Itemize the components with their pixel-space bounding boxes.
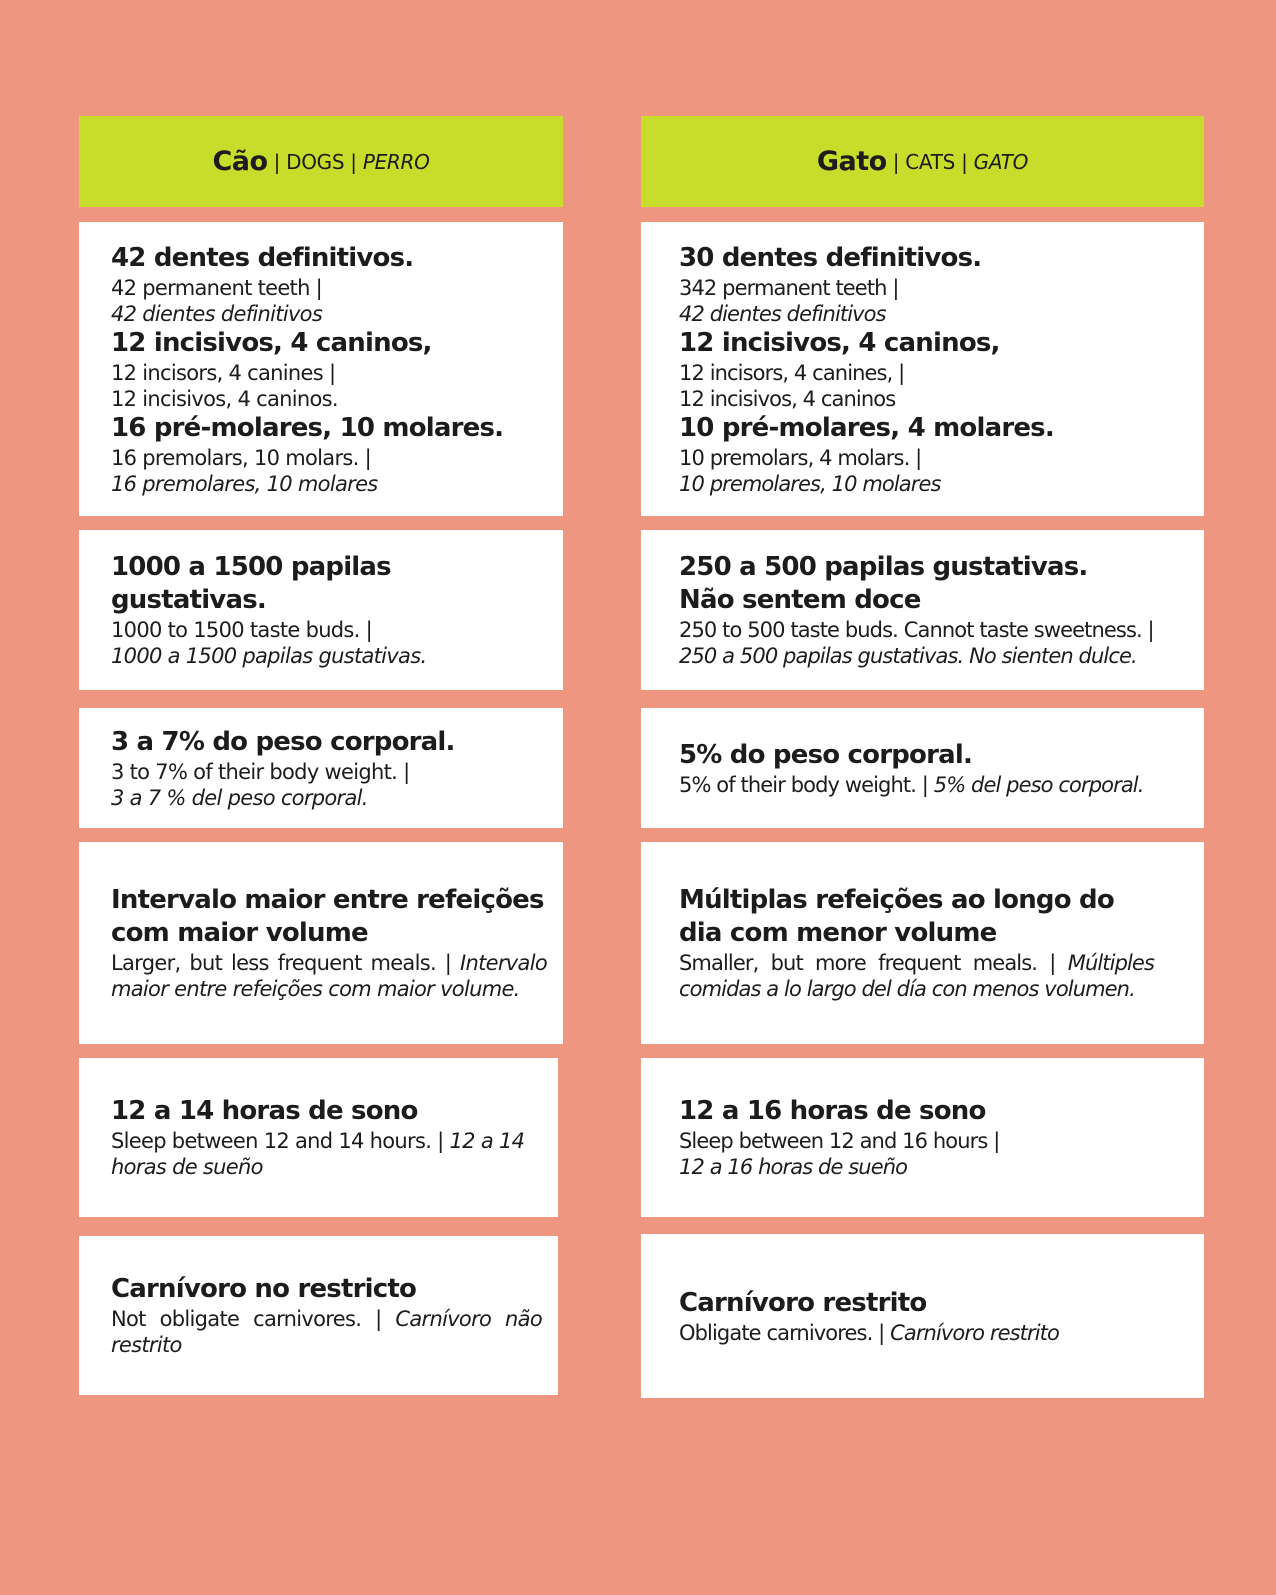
card-text-en: 42 permanent teeth |: [111, 275, 323, 300]
card-text-en: 16 premolars, 10 molars. |: [111, 445, 371, 470]
card-title: Carnívoro no restricto: [111, 1274, 417, 1304]
dog-header: [79, 116, 563, 207]
cat-card-taste-buds: [641, 530, 1204, 690]
cat-header-en: CATS: [905, 149, 956, 174]
card-text-es: 12 incisivos, 4 caninos: [679, 386, 896, 411]
cat-header: [641, 116, 1204, 207]
cat-card-meals: [641, 842, 1204, 1044]
card-text: [679, 1320, 1184, 1346]
card-text-en: Smaller, but more frequent meals. |: [679, 951, 1068, 975]
cat-card-sleep: [641, 1058, 1204, 1217]
dog-header-sep: |: [267, 149, 287, 174]
card-text-en: 342 permanent teeth |: [679, 275, 899, 300]
card-text-es: 1000 a 1500 papilas gustativas.: [111, 644, 427, 668]
dog-header-es: PERRO: [362, 149, 430, 174]
card-title: 5% do peso corporal.: [679, 739, 973, 770]
card-text-es: Carnívoro não restrito: [111, 1307, 542, 1357]
card-title: 1000 a 1500 papilas gustativas.: [111, 552, 391, 615]
card-title: 16 pré-molares, 10 molares.: [111, 412, 504, 443]
card-text-es: 5% del peso corporal.: [933, 772, 1144, 797]
card-title: 10 pré-molares, 4 molares.: [679, 412, 1054, 443]
dog-header-sep: |: [344, 149, 363, 174]
card-text-en: Larger, but less frequent meals. |: [111, 951, 461, 975]
card-title: 250 a 500 papilas gustativas.: [679, 552, 1088, 582]
cat-header-es: GATO: [973, 149, 1029, 174]
card-title: Carnívoro restrito: [679, 1287, 927, 1318]
card-text-es: 12 a 14 horas de sueño: [111, 1129, 525, 1179]
dog-header-en: DOGS: [286, 149, 345, 174]
dog-header-main: Cão: [212, 146, 268, 177]
card-title: 12 incisivos, 4 caninos,: [111, 327, 432, 358]
card-text-es: 10 premolares, 10 molares: [679, 471, 941, 496]
dog-card-carnivore: [79, 1236, 558, 1395]
card-text-en: Obligate carnivores. |: [679, 1320, 891, 1345]
card-text-en: 12 incisors, 4 canines, |: [679, 360, 905, 385]
cat-card-teeth: [641, 222, 1204, 516]
card-title: 12 a 16 horas de sono: [679, 1096, 986, 1126]
card-title: 12 a 14 horas de sono: [111, 1096, 418, 1126]
card-text-es: 42 dientes definitivos: [111, 301, 323, 326]
card-title: 42 dentes definitivos.: [111, 242, 414, 273]
cat-header-sep: |: [886, 149, 906, 174]
card-text-es: 12 incisivos, 4 caninos.: [111, 386, 338, 411]
card-text-es: 42 dientes definitivos: [679, 301, 886, 326]
card-text-en: 1000 to 1500 taste buds. |: [111, 618, 373, 642]
card-text: [679, 772, 1184, 798]
card-text: [679, 950, 1154, 1002]
card-text-en: 250 to 500 taste buds. Cannot taste sweetness. |: [679, 618, 1154, 642]
card-title: Múltiplas refeições ao longo do dia com menor volume: [679, 885, 1114, 948]
card-text-en: Sleep between 12 and 16 hours |: [679, 1129, 1000, 1153]
card-text-es: Intervalo maior entre refeições com maior volume.: [111, 951, 547, 1001]
card-text-en: 10 premolars, 4 molars. |: [679, 445, 922, 470]
card-title: Não sentem doce: [679, 585, 921, 615]
card-text-es: 16 premolares, 10 molares: [111, 471, 378, 496]
cat-header-sep: |: [955, 149, 974, 174]
dog-card-taste-buds: [79, 530, 563, 690]
card-text-en: 5% of their body weight. |: [679, 772, 934, 797]
card-text-en: Sleep between 12 and 14 hours. |: [111, 1129, 450, 1153]
card-text: [111, 1306, 542, 1358]
cat-card-body-weight: [641, 708, 1204, 828]
card-text-es: 12 a 16 horas de sueño: [679, 1155, 908, 1179]
cat-header-main: Gato: [816, 146, 887, 177]
card-title: 3 a 7% do peso corporal.: [111, 726, 455, 757]
card-title: 30 dentes definitivos.: [679, 242, 982, 273]
card-text-es: 250 a 500 papilas gustativas. No sienten dulce.: [679, 644, 1137, 668]
card-text-es: Múltiples comidas a lo largo del día con menos volumen.: [679, 951, 1154, 1001]
cat-card-carnivore: [641, 1234, 1204, 1398]
card-title: 12 incisivos, 4 caninos,: [679, 327, 1000, 358]
dog-card-teeth: [79, 222, 563, 516]
card-title: Intervalo maior entre refeições com maior volume: [111, 885, 544, 948]
card-text-es: 3 a 7 % del peso corporal.: [111, 785, 368, 810]
card-text: [111, 1128, 542, 1180]
card-text: [111, 950, 547, 1002]
dog-card-meals: [79, 842, 563, 1044]
card-text-es: Carnívoro restrito: [890, 1320, 1059, 1345]
dog-card-body-weight: [79, 708, 563, 828]
card-text-en: 3 to 7% of their body weight. |: [111, 759, 410, 784]
dog-card-sleep: [79, 1058, 558, 1217]
card-text-en: 12 incisors, 4 canines |: [111, 360, 336, 385]
card-text-en: Not obligate carnivores. |: [111, 1307, 396, 1331]
